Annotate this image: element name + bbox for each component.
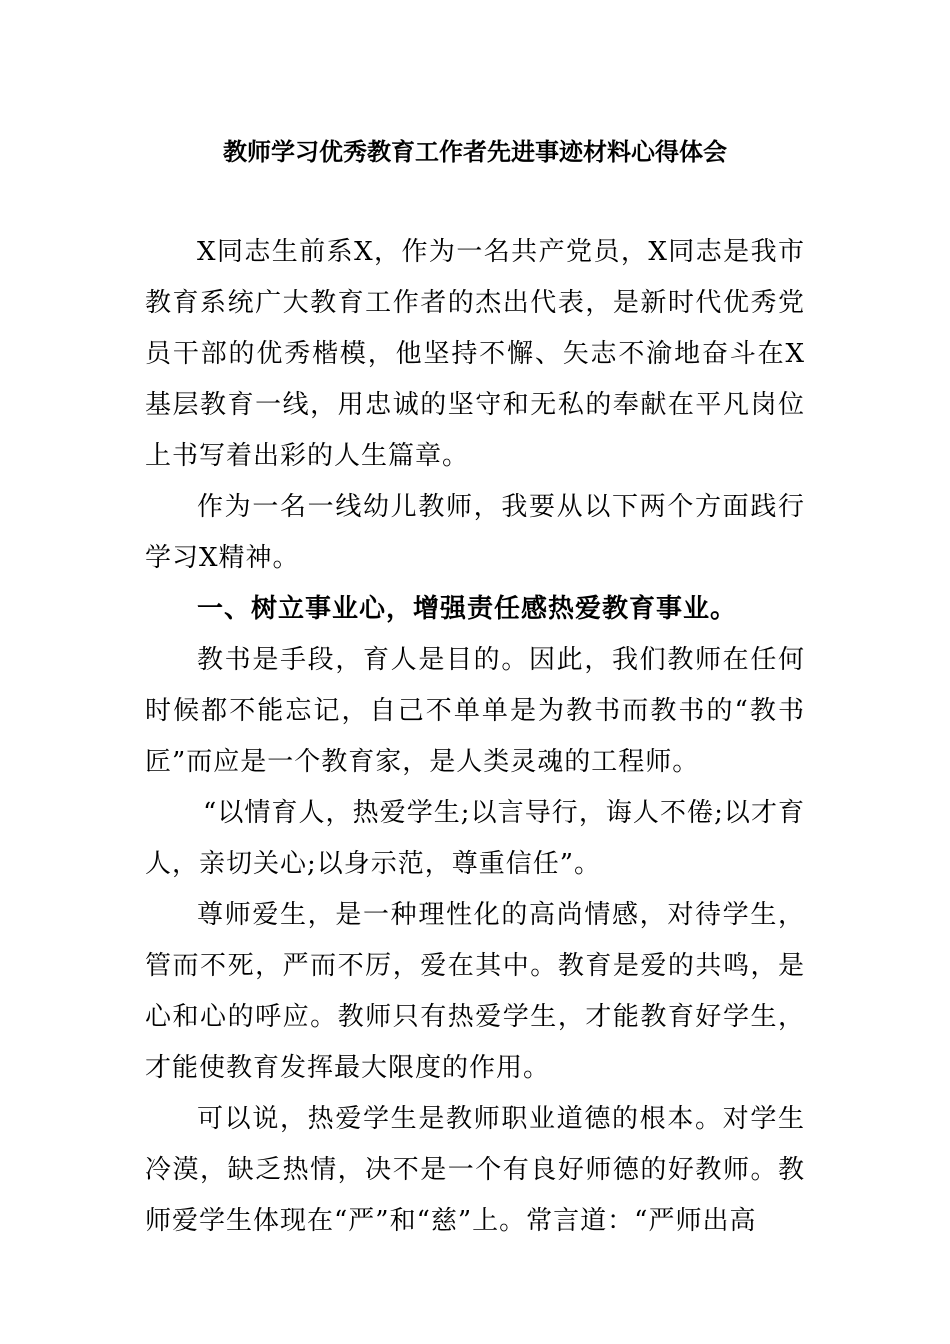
- paragraph-aspects: 作为一名一线幼儿教师，我要从以下两个方面践行学习X精神。: [145, 492, 805, 573]
- document-body: [145, 227, 805, 1247]
- paragraph-motto: “以情育人，热爱学生;以言导行，诲人不倦;以才育人，亲切关心;以身示范，尊重信任”。: [145, 798, 805, 879]
- paragraph-intro: X同志生前系X，作为一名共产党员，X同志是我市教育系统广大教育工作者的杰出代表，是新时代优秀党员干部的优秀楷模，他坚持不懈、矢志不渝地奋斗在X基层教育一线，用忠诚的坚守和无私的奉献在平凡岗位上书写着出彩的人生篇章。: [145, 237, 805, 471]
- document-title: 教师学习优秀教育工作者先进事迹材料心得体会: [223, 137, 727, 166]
- paragraph-love-students: 可以说，热爱学生是教师职业道德的根本。对学生冷漠，缺乏热情，决不是一个有良好师德的好教师。教师爱学生体现在“严”和“慈”上。常言道：“严师出高: [145, 1104, 805, 1236]
- paragraph-teaching-purpose: 教书是手段，育人是目的。因此，我们教师在任何时候都不能忘记，自己不单单是为教书而教书的“教书匠”而应是一个教育家，是人类灵魂的工程师。: [145, 645, 805, 777]
- section-heading-1: 一、树立事业心，增强责任感热爱教育事业。: [197, 594, 738, 624]
- paragraph-respect-love: 尊师爱生，是一种理性化的高尚情感，对待学生，管而不死，严而不厉，爱在其中。教育是爱的共鸣，是心和心的呼应。教师只有热爱学生，才能教育好学生，才能使教育发挥最大限度的作用。: [145, 900, 805, 1083]
